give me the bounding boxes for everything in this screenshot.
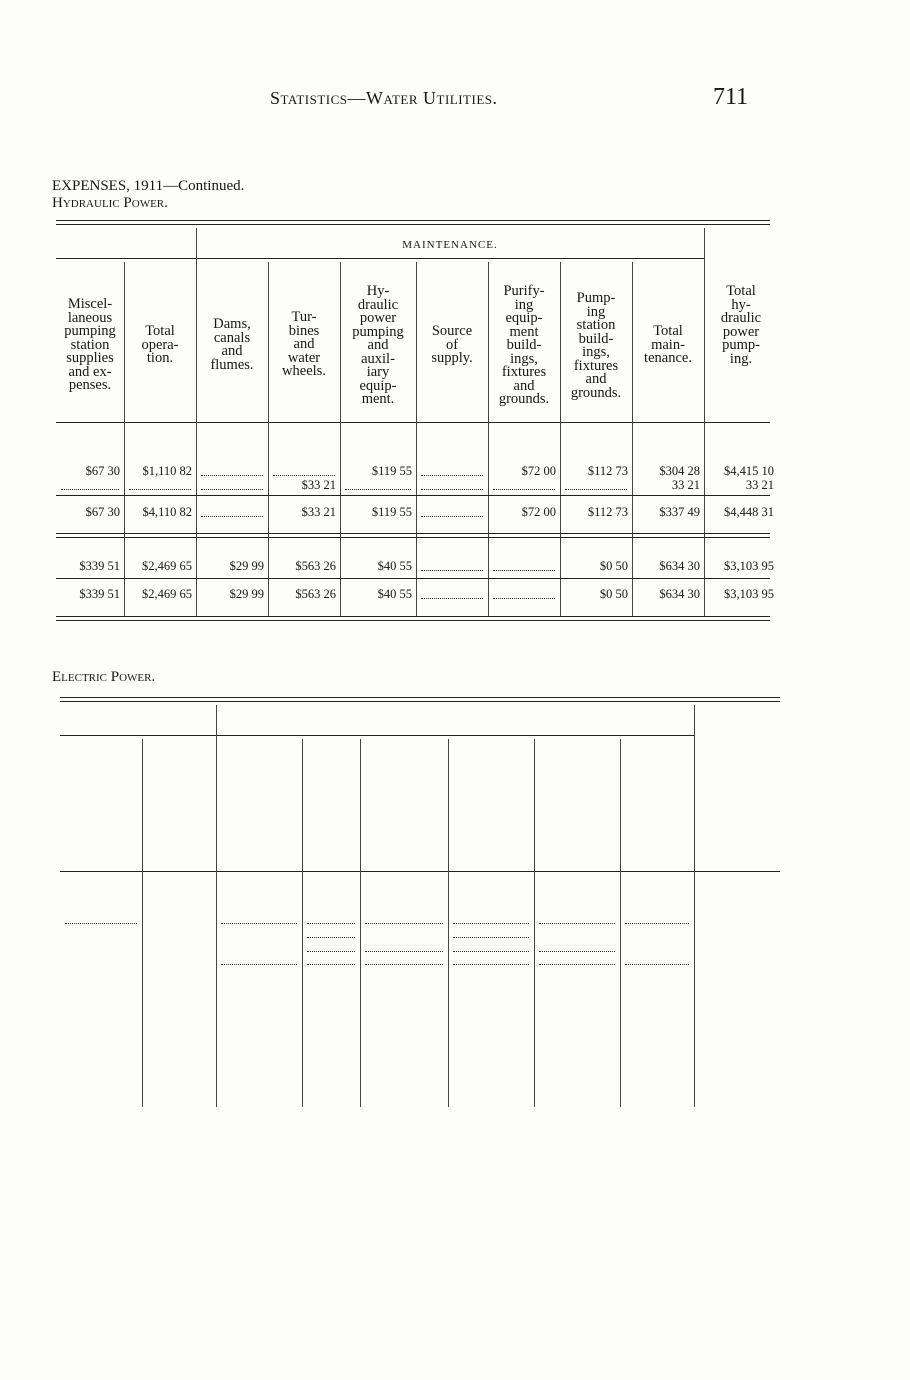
header-bottom-rule bbox=[60, 871, 780, 872]
leader-dots bbox=[365, 964, 443, 965]
electric-caption: Electric Power. bbox=[52, 669, 156, 685]
column-divider bbox=[360, 739, 361, 1107]
leader-dots bbox=[201, 489, 263, 490]
table-cell: $3,103 95 bbox=[724, 587, 774, 601]
table-cell: $67 30 bbox=[85, 505, 120, 519]
hydraulic-caption: Hydraulic Power. bbox=[52, 195, 168, 211]
column-header: Dams, canals and flumes. bbox=[210, 316, 254, 373]
leader-dots bbox=[273, 475, 335, 476]
table-cell: $634 30 bbox=[659, 559, 700, 573]
row-rule bbox=[56, 533, 770, 534]
leader-dots bbox=[453, 937, 529, 938]
table-cell: $304 28 bbox=[659, 464, 700, 478]
maintenance-label: MAINTENANCE. bbox=[402, 239, 498, 251]
leader-dots bbox=[539, 951, 615, 952]
top-rule bbox=[56, 224, 770, 225]
leader-dots bbox=[307, 964, 355, 965]
row-rule bbox=[56, 537, 770, 538]
column-divider bbox=[694, 705, 695, 1107]
top-rule bbox=[60, 701, 780, 702]
table-cell: $72 00 bbox=[521, 505, 556, 519]
column-header: Purify- ing equip- ment build- ings, fixtures and grounds. bbox=[498, 283, 550, 407]
header-rule bbox=[56, 258, 196, 259]
column-divider bbox=[142, 739, 143, 1107]
table-cell: $119 55 bbox=[371, 464, 412, 478]
column-divider bbox=[416, 262, 417, 616]
column-divider bbox=[620, 739, 621, 1107]
column-header: Tur- bines and water wheels. bbox=[282, 309, 326, 379]
table-cell: $4,415 10 bbox=[724, 464, 774, 478]
top-rule bbox=[56, 220, 770, 221]
leader-dots bbox=[625, 964, 689, 965]
leader-dots bbox=[493, 598, 555, 599]
table-cell: $0 50 bbox=[599, 559, 628, 573]
leader-dots bbox=[493, 489, 555, 490]
table-cell: $339 51 bbox=[79, 587, 120, 601]
maintenance-rule bbox=[216, 735, 694, 736]
leader-dots bbox=[129, 489, 191, 490]
table-cell: $33 21 bbox=[301, 505, 336, 519]
table-cell: $29 99 bbox=[229, 559, 264, 573]
column-divider bbox=[302, 739, 303, 1107]
table-cell: $112 73 bbox=[587, 464, 628, 478]
column-divider bbox=[448, 739, 449, 1107]
table-cell: 33 21 bbox=[671, 478, 700, 492]
leader-dots bbox=[453, 964, 529, 965]
table-cell: $4,110 82 bbox=[142, 505, 192, 519]
column-header: Pump- ing station build- ings, fixtures and grounds. bbox=[570, 290, 622, 401]
table-cell: $563 26 bbox=[295, 559, 336, 573]
column-divider bbox=[196, 228, 197, 616]
expenses-caption: EXPENSES, 1911—Continued. bbox=[52, 178, 245, 194]
table-cell: $339 51 bbox=[79, 559, 120, 573]
leader-dots bbox=[625, 923, 689, 924]
top-rule bbox=[60, 697, 780, 698]
leader-dots bbox=[221, 923, 297, 924]
table-cell: $2,469 65 bbox=[142, 559, 192, 573]
column-header: Miscel- laneous pumping station supplies and ex- penses. bbox=[64, 296, 116, 393]
leader-dots bbox=[539, 964, 615, 965]
leader-dots bbox=[61, 489, 119, 490]
page-number: 711 bbox=[713, 84, 749, 110]
column-header: Hy- draulic power pumping and auxil- iary equip- ment. bbox=[352, 283, 404, 407]
column-header: Total hy- draulic power pump- ing. bbox=[720, 283, 762, 367]
leader-dots bbox=[201, 475, 263, 476]
table-cell: $29 99 bbox=[229, 587, 264, 601]
leader-dots bbox=[307, 923, 355, 924]
column-divider bbox=[216, 705, 217, 1107]
leader-dots bbox=[365, 923, 443, 924]
bottom-rule bbox=[56, 616, 770, 617]
running-head-title: Statistics—Water Utilities. bbox=[270, 88, 498, 108]
maintenance-rule bbox=[196, 258, 704, 259]
table-cell: $3,103 95 bbox=[724, 559, 774, 573]
table-cell: $40 55 bbox=[377, 559, 412, 573]
leader-dots bbox=[421, 475, 483, 476]
leader-dots bbox=[493, 570, 555, 571]
column-header: Source of supply. bbox=[431, 323, 473, 366]
leader-dots bbox=[65, 923, 137, 924]
column-header: Total main- tenance. bbox=[644, 323, 692, 366]
leader-dots bbox=[365, 951, 443, 952]
table-cell: $40 55 bbox=[377, 587, 412, 601]
table-cell: 33 21 bbox=[745, 478, 774, 492]
table-cell: $33 21 bbox=[301, 478, 336, 492]
table-cell: $563 26 bbox=[295, 587, 336, 601]
column-divider bbox=[534, 739, 535, 1107]
row-rule bbox=[56, 578, 770, 579]
leader-dots bbox=[539, 923, 615, 924]
table-cell: $119 55 bbox=[371, 505, 412, 519]
leader-dots bbox=[201, 516, 263, 517]
table-cell: $337 49 bbox=[659, 505, 700, 519]
header-bottom-rule bbox=[56, 422, 770, 423]
table-cell: $634 30 bbox=[659, 587, 700, 601]
leader-dots bbox=[453, 951, 529, 952]
table-cell: $67 30 bbox=[85, 464, 120, 478]
table-cell: $2,469 65 bbox=[142, 587, 192, 601]
table-cell: $0 50 bbox=[599, 587, 628, 601]
leader-dots bbox=[421, 570, 483, 571]
leader-dots bbox=[345, 489, 411, 490]
leader-dots bbox=[307, 951, 355, 952]
header-rule bbox=[60, 735, 216, 736]
bottom-rule bbox=[56, 620, 770, 621]
leader-dots bbox=[421, 489, 483, 490]
leader-dots bbox=[221, 964, 297, 965]
leader-dots bbox=[421, 598, 483, 599]
table-cell: $1,110 82 bbox=[142, 464, 192, 478]
leader-dots bbox=[453, 923, 529, 924]
table-cell: $112 73 bbox=[587, 505, 628, 519]
leader-dots bbox=[307, 937, 355, 938]
table-cell: $72 00 bbox=[521, 464, 556, 478]
row-rule bbox=[56, 495, 770, 496]
leader-dots bbox=[421, 516, 483, 517]
column-header: Total opera- tion. bbox=[141, 323, 179, 366]
table-cell: $4,448 31 bbox=[724, 505, 774, 519]
leader-dots bbox=[565, 489, 627, 490]
